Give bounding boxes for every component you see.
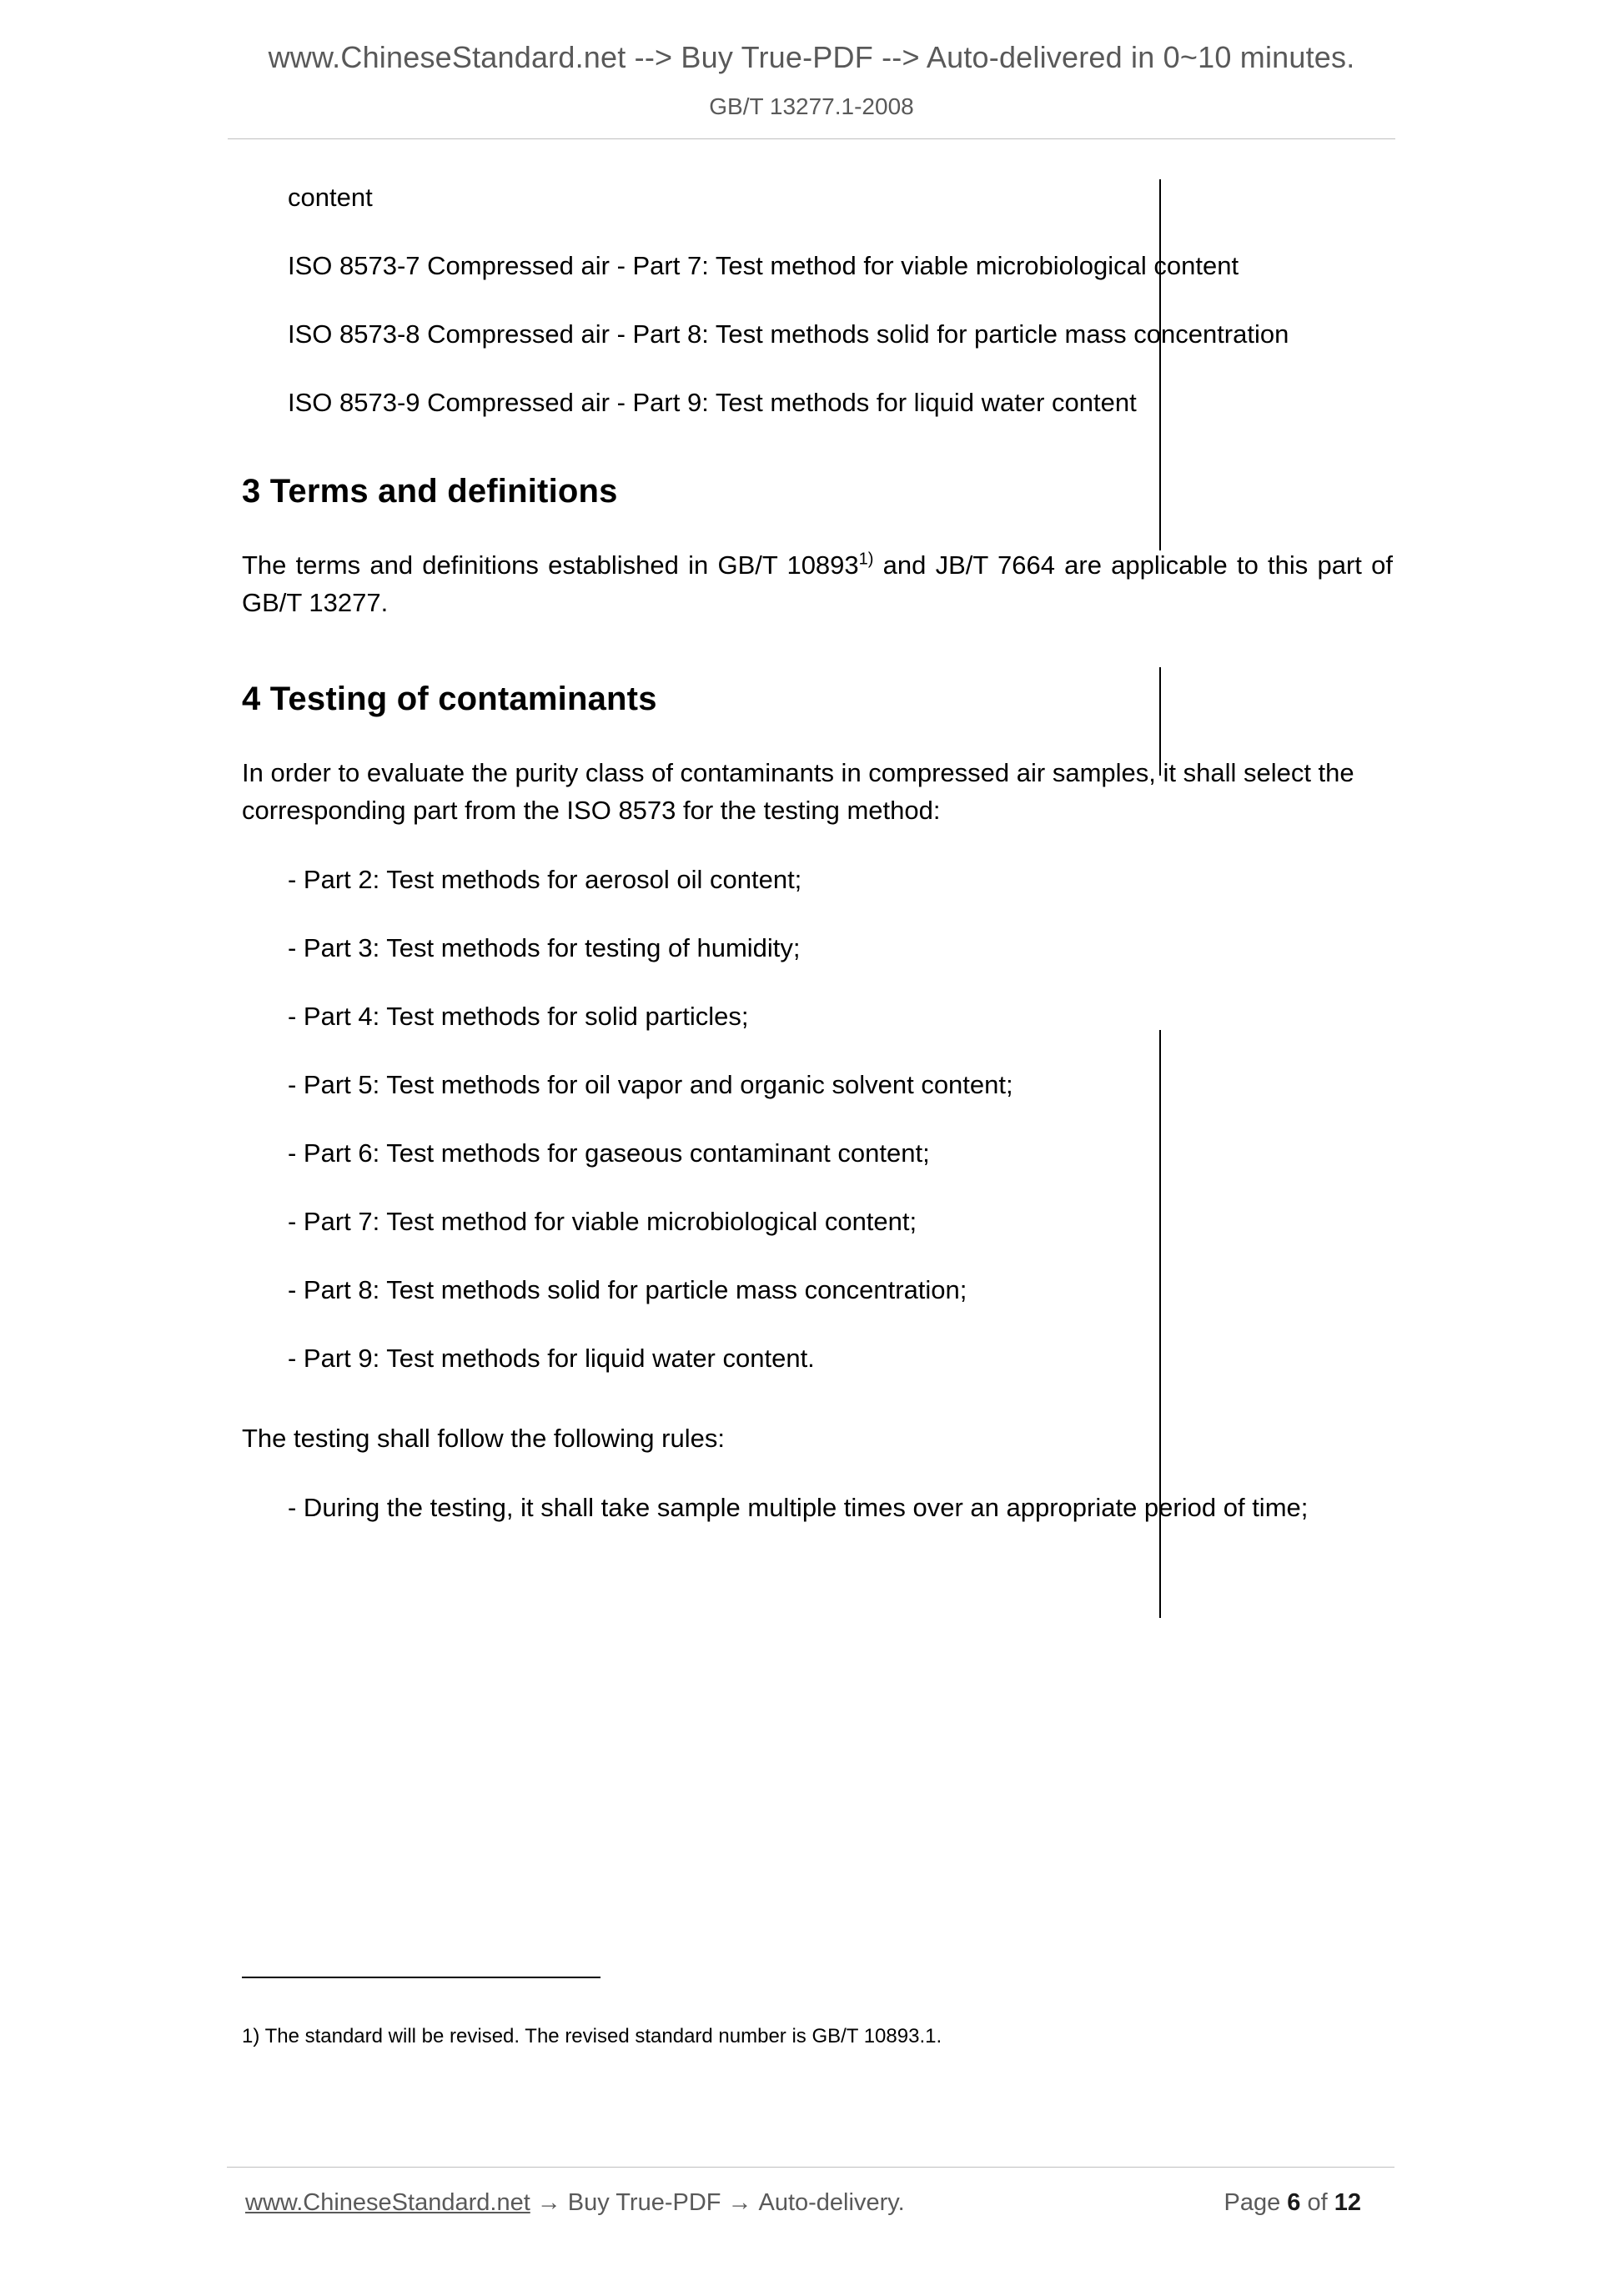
footnote-reference: 1) (858, 550, 874, 569)
reference-item: ISO 8573-7 Compressed air - Part 7: Test method for viable microbiological content (288, 251, 1239, 281)
list-item: - Part 7: Test method for viable microbiological content; (288, 1206, 917, 1236)
rules-intro: The testing shall follow the following rules: (242, 1423, 725, 1453)
section3-paragraph-post: and JB/T 7664 are applicable to this part of GB/T 13277. (242, 550, 1393, 617)
standard-number: GB/T 13277.1-2008 (709, 93, 914, 119)
promo-banner: www.ChineseStandard.net --> Buy True-PDF --> Auto-delivered in 0~10 minutes. (268, 40, 1355, 74)
footnote-text: 1) The standard will be revised. The revised standard number is GB/T 10893.1. (242, 2025, 942, 2047)
list-item: - Part 3: Test methods for testing of humidity; (288, 932, 801, 962)
page-header (0, 0, 1623, 139)
list-item: - Part 9: Test methods for liquid water content. (288, 1343, 815, 1373)
footer-divider (227, 2167, 1394, 2168)
footer-delivery-label: Auto-delivery. (758, 2189, 905, 2216)
reference-item: ISO 8573-9 Compressed air - Part 9: Test methods for liquid water content (288, 388, 1137, 418)
section3-paragraph (242, 547, 1393, 622)
list-item: - Part 2: Test methods for aerosol oil content; (288, 864, 802, 894)
footer-site-link[interactable]: www.ChineseStandard.net (245, 2189, 530, 2216)
page-content (242, 179, 1393, 1526)
page-total: 12 (1334, 2189, 1361, 2216)
page-footer (227, 2189, 1394, 2217)
footer-promo (245, 2189, 905, 2217)
section-heading-3: 3 Terms and definitions (242, 473, 618, 510)
list-item (288, 1490, 1393, 1526)
list-item-text: - During the testing, it shall take sample multiple times over an appropriate period of time; (288, 1492, 1309, 1522)
header-divider (228, 138, 1395, 139)
section4-intro: In order to evaluate the purity class of contaminants in compressed air samples, it shall select the corresponding part from the ISO 8573 for the testing method: (242, 757, 1354, 825)
list-item: - Part 8: Test methods solid for particle mass concentration; (288, 1274, 967, 1304)
reference-item: ISO 8573-8 Compressed air - Part 8: Test methods solid for particle mass concentration (288, 319, 1289, 349)
section-heading-4: 4 Testing of contaminants (242, 680, 657, 717)
list-item: - Part 6: Test methods for gaseous contaminant content; (288, 1138, 930, 1168)
arrow-icon: → (536, 2189, 561, 2216)
continued-text: content (288, 183, 373, 212)
of-label: of (1307, 2189, 1328, 2216)
footer-buy-label: Buy True-PDF (567, 2189, 721, 2216)
arrow-icon: → (727, 2189, 752, 2216)
list-item: - Part 5: Test methods for oil vapor and organic solvent content; (288, 1069, 1013, 1099)
page-label: Page (1224, 2189, 1281, 2216)
page-indicator (1224, 2189, 1361, 2217)
list-item: - Part 4: Test methods for solid particles; (288, 1001, 749, 1031)
page-number: 6 (1287, 2189, 1301, 2216)
section3-paragraph-pre: The terms and definitions established in GB/T 10893 (242, 550, 859, 580)
footnote-divider (242, 1977, 600, 1978)
